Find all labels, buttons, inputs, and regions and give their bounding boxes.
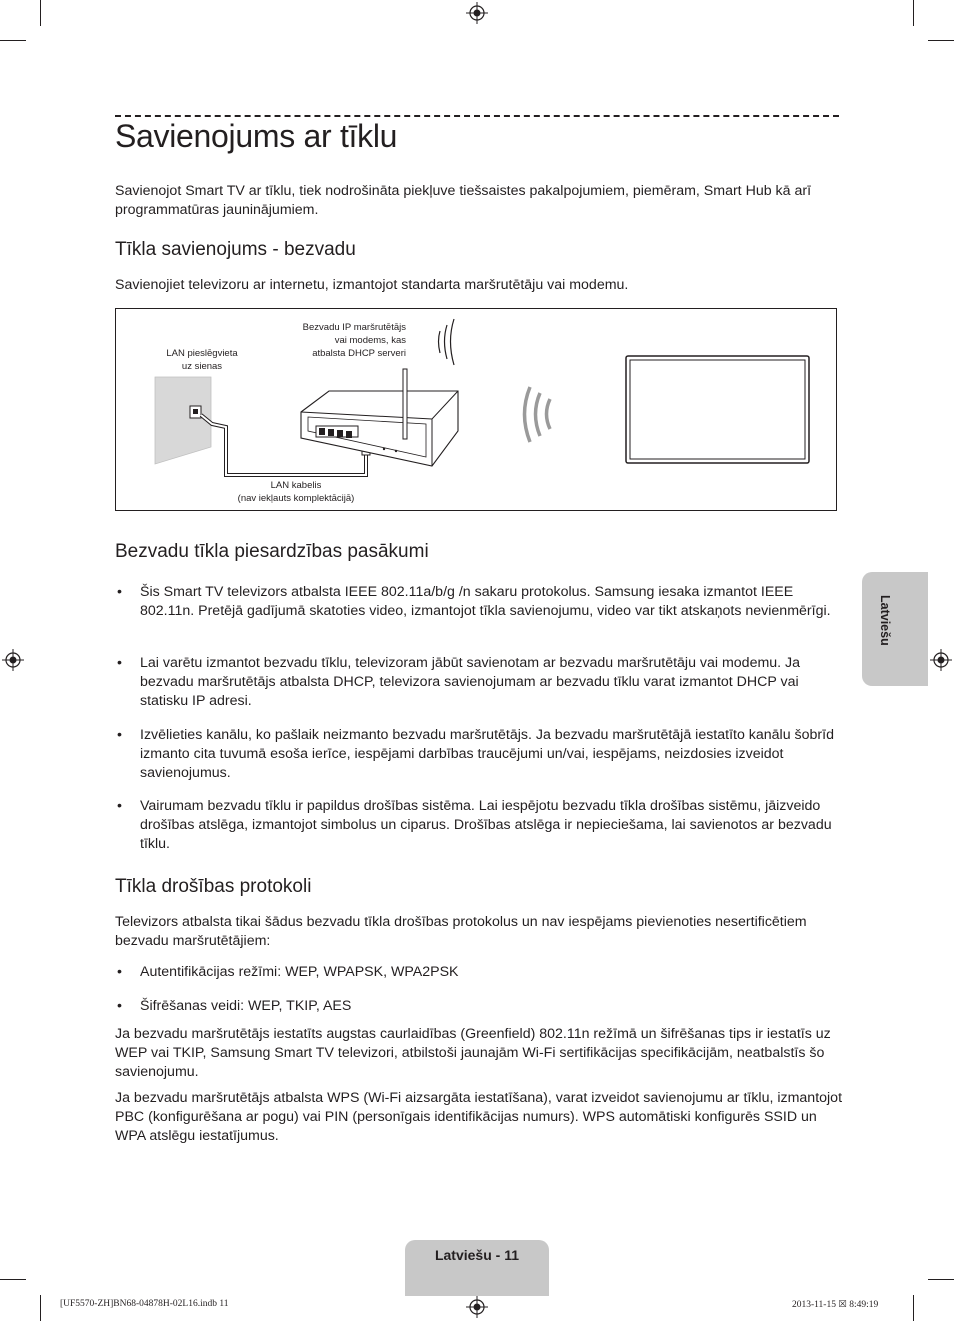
crop-mark — [40, 1295, 41, 1321]
section-heading-security: Tīkla drošības protokoli — [115, 876, 312, 897]
intro-paragraph: Savienojot Smart TV ar tīklu, tiek nodrošināta piekļuve tiešsaistes pakalpojumiem, piemēram, Smart Hub kā arī programmatūras jauninājumiem. — [115, 183, 812, 218]
list-item-text: Vairumam bezvadu tīklu ir papildus drošības sistēma. Lai iespējotu bezvadu tīkla drošības sistēmu, jāizveido drošības atslēga, izmantojot simbolus un ciparus. Drošības atslēga ir nepieciešama, lai savienotos ar bezvadu tīklu. — [140, 798, 832, 852]
bullet-icon: • — [117, 964, 122, 980]
bullet-icon: • — [117, 655, 122, 671]
lan-port-label — [152, 347, 252, 373]
lan-port-label-line: uz sienas — [181, 361, 223, 372]
language-side-tab — [862, 572, 928, 686]
crop-mark — [913, 0, 914, 26]
list-item — [115, 726, 843, 783]
list-item-text: Lai varētu izmantot bezvadu tīklu, televizoram jābūt savienotam ar bezvadu maršrutētāju vai modemu. Ja bezvadu maršrutētājs atbalsta DHCP, televizora savienojumam ar bezvadu tīklu varat izmantot DHCP vai statisku IP adresi. — [140, 655, 801, 709]
list-item — [115, 963, 843, 982]
security-intro: Televizors atbalsta tikai šādus bezvadu tīkla drošības protokolus un nav iespējams pievienoties nesertificētiem bezvadu maršrutētājiem: — [115, 914, 807, 949]
security-paragraph-greenfield: Ja bezvadu maršrutētājs iestatīts augstas caurlaidības (Greenfield) 802.11n režīmā un šifrēšanas tips ir iestatīs uz WEP vai TKIP, Samsung Smart TV televizori, atbilstoši jaunajām Wi-Fi sertifikācijas specifikācijām, neatbalstīs šo savienojumu. — [115, 1026, 831, 1080]
router-label-line: Bezvadu IP maršrutētājs — [302, 322, 406, 333]
page-title: Savienojums ar tīklu — [115, 118, 398, 154]
router-label — [276, 321, 406, 360]
bullet-icon: • — [117, 998, 122, 1014]
crop-mark — [928, 40, 954, 41]
crop-mark — [0, 1279, 26, 1280]
lan-port-label-line: LAN pieslēgvieta — [166, 348, 238, 359]
antenna-icon — [403, 369, 407, 439]
list-item — [115, 583, 843, 621]
list-item-text: Šifrēšanas veidi: WEP, TKIP, AES — [140, 998, 352, 1014]
cable-label-line: LAN kabelis — [270, 480, 322, 491]
page-number-tab — [405, 1240, 549, 1296]
page-number-label: Latviešu - 11 — [434, 1247, 520, 1263]
cable-label — [216, 479, 376, 505]
router-label-line: atbalsta DHCP serveri — [312, 348, 406, 359]
footer-timestamp: 2013-11-15 ☒ 8:49:19 — [792, 1300, 879, 1310]
wifi-signal-icon — [525, 387, 531, 442]
bullet-icon: • — [117, 798, 122, 814]
security-paragraph-wps: Ja bezvadu maršrutētājs atbalsta WPS (Wi-Fi aizsargāta iestatīšana), varat izveidot savienojumu ar tīklu, izmantojot PBC (konfigurēšana ar pogu) vai PIN (personīgais identifikācijas numurs). WPS automātiski konfigurēs SSID un WPA atslēgu iestatījumus. — [115, 1090, 843, 1144]
router-label-line: vai modems, kas — [334, 335, 406, 346]
list-item-text: Autentifikācijas režīmi: WEP, WPAPSK, WPA2PSK — [140, 964, 459, 980]
list-item — [115, 654, 843, 711]
title-rule — [115, 115, 839, 117]
wall-shape — [155, 377, 211, 464]
section-heading-wireless: Tīkla savienojums - bezvadu — [115, 239, 356, 260]
registration-mark-icon — [930, 649, 952, 671]
list-item — [115, 997, 843, 1016]
side-tab-label: Latviešu — [878, 595, 892, 646]
router-signal-icon — [439, 331, 441, 353]
cable-label-line: (nav iekļauts komplektācijā) — [237, 493, 355, 504]
list-item — [115, 797, 843, 854]
list-item-text: Šis Smart TV televizors atbalsta IEEE 802.11a/b/g /n sakaru protokolus. Samsung iesaka izmantot IEEE 802.11n. Pretējā gadījumā skatoties video, izmantojot tīkla savienojumu, video var tikt atskaņots nevienmērīgi. — [140, 584, 831, 619]
section-heading-precautions: Bezvadu tīkla piesardzības pasākumi — [115, 541, 429, 562]
footer-file: [UF5570-ZH]BN68-04878H-02L16.indb 11 — [60, 1299, 229, 1309]
registration-mark-icon — [2, 649, 24, 671]
crop-mark — [913, 1295, 914, 1321]
crop-mark — [0, 40, 26, 41]
bullet-icon: • — [117, 727, 122, 743]
list-item-text: Izvēlieties kanālu, ko pašlaik neizmanto bezvadu maršrutētājs. Ja bezvadu maršrutētājā iestatīto kanālu šobrīd izmanto cita tuvumā esoša ierīce, iespējami darbības traucējumi un/vai, iespējams, neizdosies izveidot savienojumus. — [140, 727, 834, 781]
registration-mark-icon — [466, 2, 488, 24]
network-diagram — [115, 308, 837, 511]
crop-mark — [928, 1279, 954, 1280]
wireless-paragraph: Savienojiet televizoru ar internetu, izmantojot standarta maršrutētāju vai modemu. — [115, 277, 629, 293]
crop-mark — [40, 0, 41, 26]
registration-mark-icon — [466, 1296, 488, 1318]
bullet-icon: • — [117, 584, 122, 600]
